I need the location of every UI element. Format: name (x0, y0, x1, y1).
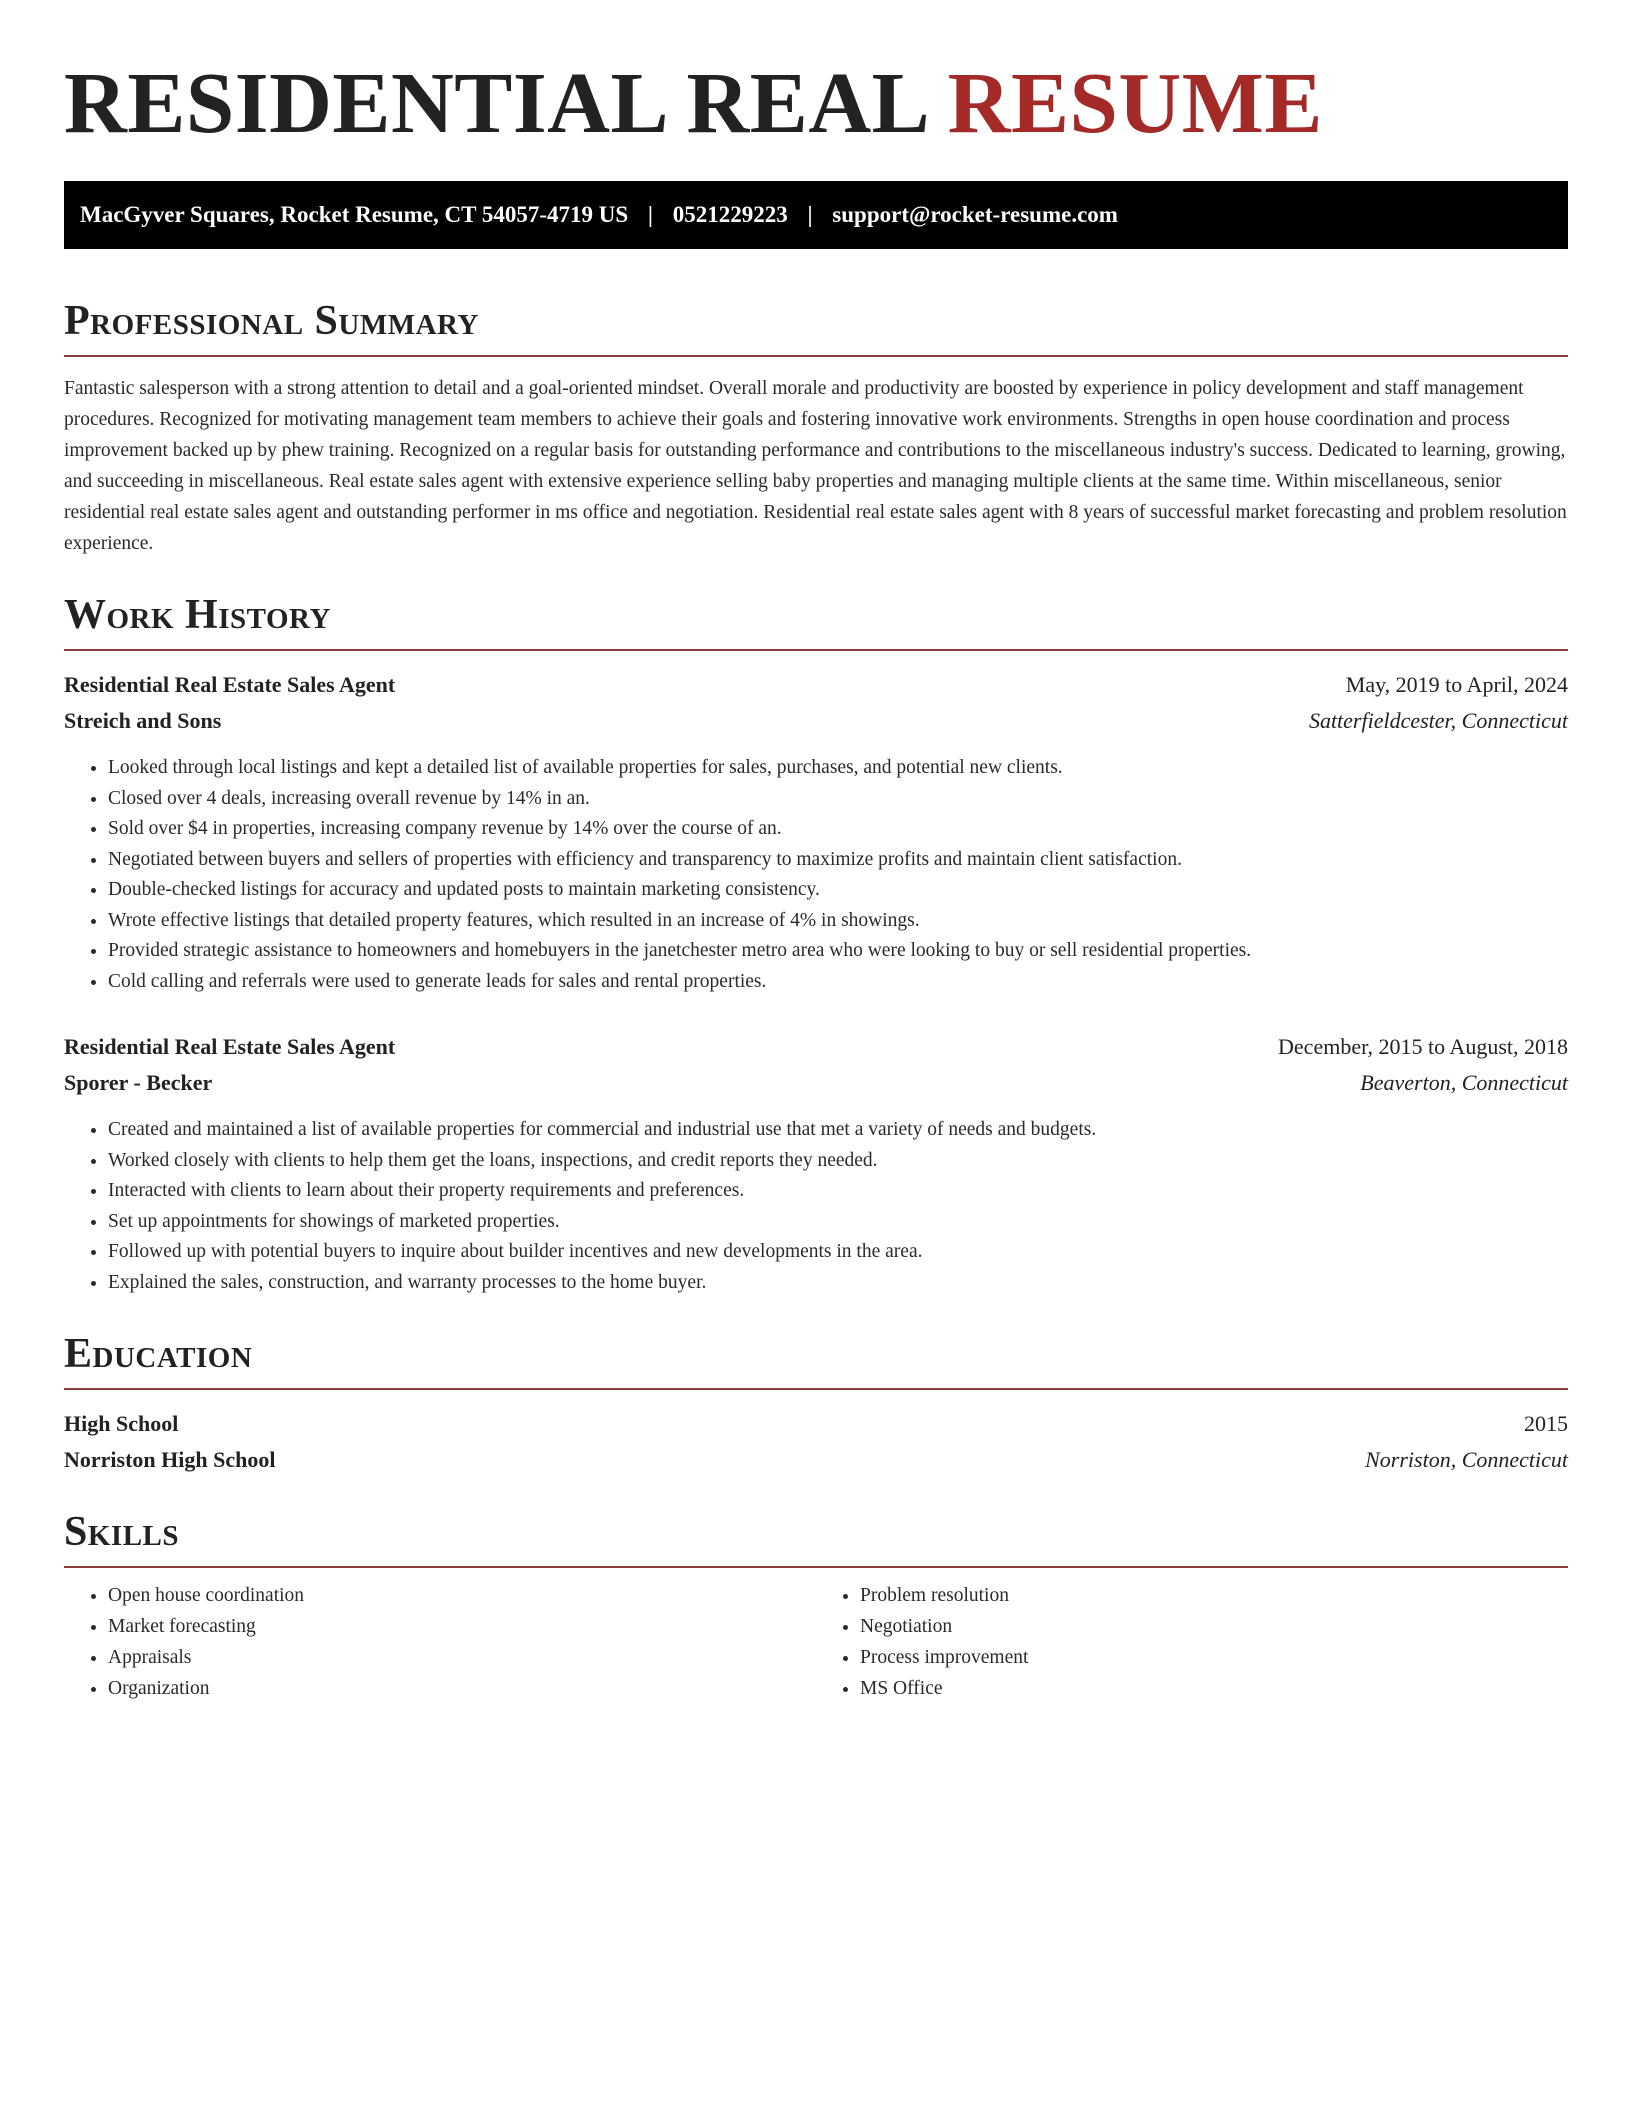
job-employer-row (64, 1065, 1568, 1101)
skill-item: • Market forecasting (108, 1611, 816, 1642)
job-duty-item: • Looked through local listings and kept a detailed list of available properties for sales, purchases, and potential new clients. (108, 753, 1568, 784)
skills-list-left (64, 1580, 816, 1704)
job-header-row (64, 1029, 1568, 1065)
job-entry (64, 667, 1568, 997)
job-header-row (64, 667, 1568, 703)
job-duty-item: • Negotiated between buyers and sellers of properties with efficiency and transparency to maximize profits and maintain client satisfaction. (108, 845, 1568, 876)
job-location: Beaverton, Connecticut (1360, 1070, 1568, 1095)
contact-email: support@rocket-resume.com (832, 202, 1118, 227)
resume-title-accent: RESUME (947, 54, 1323, 151)
education-school: Norriston High School (64, 1447, 276, 1472)
job-employer: Sporer - Becker (64, 1070, 213, 1095)
summary-heading: Professional Summary (64, 293, 1568, 357)
job-duty-item: • Set up appointments for showings of marketed properties. (108, 1207, 1568, 1238)
job-duty-item: • Cold calling and referrals were used to generate leads for sales and rental properties. (108, 967, 1568, 998)
education-school-row (64, 1442, 1568, 1478)
skill-item: • Open house coordination (108, 1580, 816, 1611)
education-location: Norriston, Connecticut (1365, 1447, 1568, 1472)
job-duty-item: • Provided strategic assistance to homeowners and homebuyers in the janetchester metro area who were looking to buy or sell residential properties. (108, 936, 1568, 967)
job-duty-item: • Worked closely with clients to help them get the loans, inspections, and credit reports they needed. (108, 1146, 1568, 1177)
education-degree: High School (64, 1411, 179, 1436)
job-duty-item: • Created and maintained a list of available properties for commercial and industrial use that met a variety of needs and budgets. (108, 1115, 1568, 1146)
job-duty-item: • Explained the sales, construction, and warranty processes to the home buyer. (108, 1268, 1568, 1299)
job-location: Satterfieldcester, Connecticut (1308, 708, 1568, 733)
work-history-section (64, 587, 1568, 1298)
contact-separator: | (647, 202, 653, 227)
job-duty-item: • Wrote effective listings that detailed property features, which resulted in an increase of 4% in showings. (108, 906, 1568, 937)
skill-item: • MS Office (860, 1673, 1568, 1704)
job-dates: May, 2019 to April, 2024 (1345, 672, 1568, 697)
summary-text: Fantastic salesperson with a strong attention to detail and a goal-oriented mindset. Overall morale and productivity are boosted by experience in policy development and staff management procedures. Recognized for motivating management team members to achieve their goals and fostering innovative work environments. Strengths in open house coordination and process improvement backed up by phew training. Recognized on a regular basis for outstanding performance and contributions to the miscellaneous industry's success. Dedicated to learning, growing, and succeeding in miscellaneous. Real estate sales agent with extensive experience selling baby properties and managing multiple clients at the same time. Within miscellaneous, senior residential real estate sales agent and outstanding performer in ms office and negotiation. Residential real estate sales agent with 8 years of successful market forecasting and problem resolution experience. (64, 378, 1567, 554)
job-employer: Streich and Sons (64, 708, 222, 733)
education-header-row (64, 1406, 1568, 1442)
skill-item: • Appraisals (108, 1642, 816, 1673)
skill-item: • Problem resolution (860, 1580, 1568, 1611)
resume-title (64, 50, 1568, 156)
skills-grid (64, 1580, 1568, 1704)
job-duty-item: • Sold over $4 in properties, increasing company revenue by 14% over the course of an. (108, 814, 1568, 845)
job-title: Residential Real Estate Sales Agent (64, 1034, 396, 1059)
skill-item: • Negotiation (860, 1611, 1568, 1642)
education-section (64, 1326, 1568, 1478)
skill-item: • Organization (108, 1673, 816, 1704)
job-duties-list (64, 1115, 1568, 1298)
summary-section (64, 293, 1568, 559)
job-entry (64, 1029, 1568, 1298)
resume-title-main: RESIDENTIAL REAL (64, 54, 926, 151)
contact-address: MacGyver Squares, Rocket Resume, CT 54057-4719 US (80, 202, 629, 227)
contact-separator: | (807, 202, 813, 227)
skills-heading: Skills (64, 1504, 1568, 1568)
job-duty-item: • Followed up with potential buyers to inquire about builder incentives and new developments in the area. (108, 1237, 1568, 1268)
job-duties-list (64, 753, 1568, 997)
contact-phone: 0521229223 (672, 202, 788, 227)
work-history-heading: Work History (64, 587, 1568, 651)
job-title: Residential Real Estate Sales Agent (64, 672, 396, 697)
skill-item: • Process improvement (860, 1642, 1568, 1673)
job-duty-item: • Double-checked listings for accuracy and updated posts to maintain marketing consistency. (108, 875, 1568, 906)
education-heading: Education (64, 1326, 1568, 1390)
job-duty-item: • Closed over 4 deals, increasing overall revenue by 14% in an. (108, 784, 1568, 815)
skills-section (64, 1504, 1568, 1704)
job-employer-row (64, 703, 1568, 739)
education-year: 2015 (1524, 1411, 1568, 1436)
skills-list-right (816, 1580, 1568, 1704)
job-dates: December, 2015 to August, 2018 (1278, 1034, 1568, 1059)
job-duty-item: • Interacted with clients to learn about their property requirements and preferences. (108, 1176, 1568, 1207)
contact-bar (64, 181, 1568, 249)
